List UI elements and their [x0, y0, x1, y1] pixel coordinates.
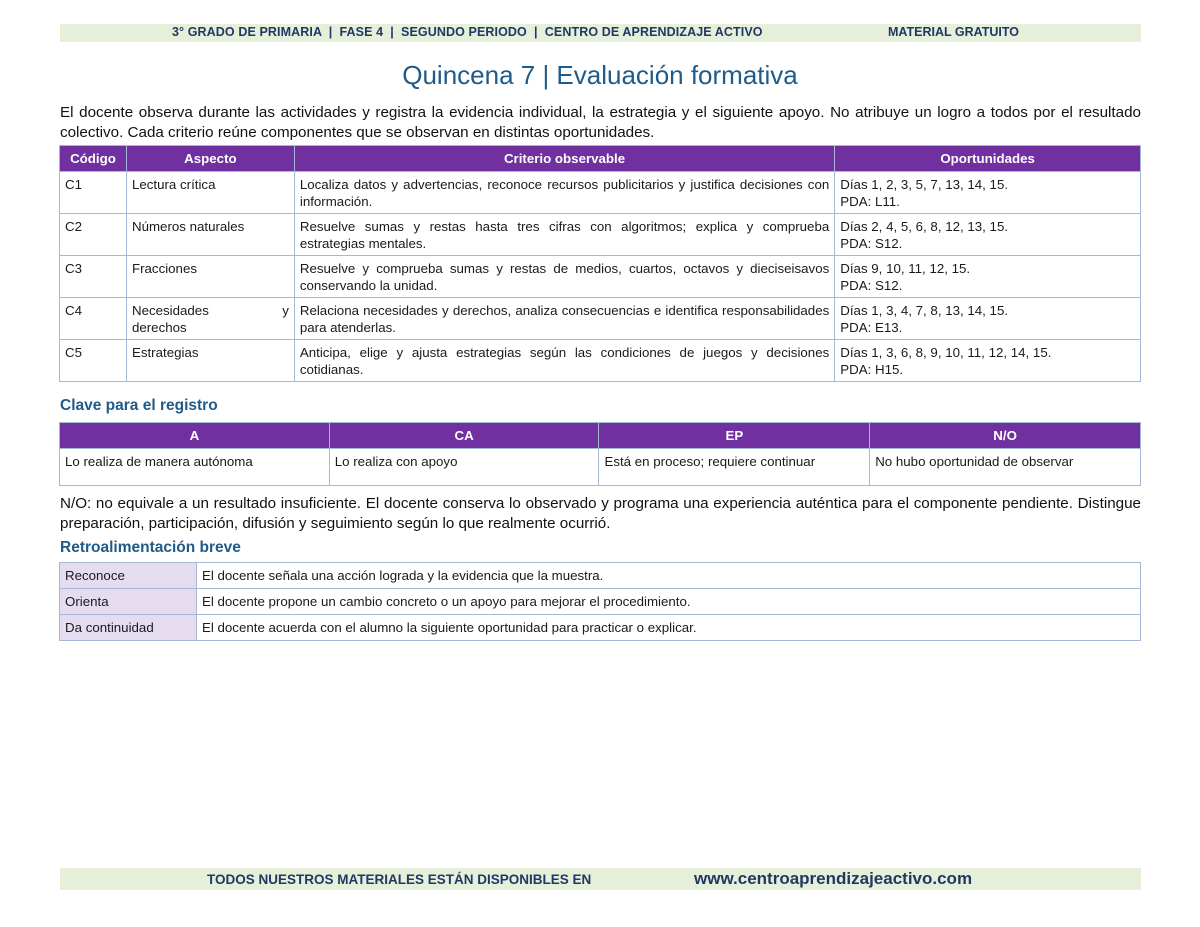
aspect-cell: Lectura crítica — [126, 172, 294, 214]
table-row — [60, 340, 1141, 382]
criteria-header-row — [60, 146, 1141, 172]
key-heading: Clave para el registro — [60, 397, 218, 414]
aspect-cell: Números naturales — [126, 214, 294, 256]
aspect-cell — [126, 298, 294, 340]
feedback-label: Da continuidad — [60, 615, 197, 641]
header-opportunities: Oportunidades — [835, 146, 1141, 172]
key-value-ca: Lo realiza con apoyo — [329, 449, 599, 486]
feedback-label: Orienta — [60, 589, 197, 615]
key-value-row — [60, 449, 1141, 486]
header-aspect: Aspecto — [126, 146, 294, 172]
free-material-label: MATERIAL GRATUITO — [888, 25, 1020, 39]
key-value-no: No hubo oportunidad de observar — [870, 449, 1141, 486]
aspect-word-1: Necesidades — [131, 303, 209, 318]
footer-band — [60, 868, 1141, 890]
header-text: 3° GRADO DE PRIMARIA | FASE 4 | SEGUNDO PERIODO | CENTRO DE APRENDIZAJE ACTIVO — [172, 25, 763, 39]
intro-paragraph: El docente observa durante las actividades y registra la evidencia individual, la estrategia y el siguiente apoyo. No atribuye un logro a todos por el resultado colectivo. Cada criterio reúne componentes que se observan en distintas oportunidades. — [60, 104, 1141, 141]
aspect-cell: Fracciones — [126, 256, 294, 298]
feedback-row — [60, 563, 1141, 589]
table-row — [60, 172, 1141, 214]
table-row — [60, 214, 1141, 256]
code-cell: C4 — [60, 298, 127, 340]
pda-text: PDA: S12. — [840, 277, 903, 293]
key-header-a: A — [60, 423, 330, 449]
days-text: Días 1, 3, 4, 7, 8, 13, 14, 15. — [840, 303, 1009, 318]
aspect-cell: Estrategias — [126, 340, 294, 382]
footer-label: TODOS NUESTROS MATERIALES ESTÁN DISPONIBLES EN — [207, 872, 592, 887]
pda-text: PDA: L11. — [840, 193, 900, 209]
code-cell: C5 — [60, 340, 127, 382]
criteria-table — [59, 145, 1141, 382]
opportunities-cell — [835, 214, 1141, 256]
code-cell: C1 — [60, 172, 127, 214]
header-code: Código — [60, 146, 127, 172]
feedback-text: El docente acuerda con el alumno la siguiente oportunidad para practicar o explicar. — [197, 615, 1141, 641]
feedback-text: El docente señala una acción lograda y la evidencia que la muestra. — [197, 563, 1141, 589]
feedback-label: Reconoce — [60, 563, 197, 589]
aspect-word-3: derechos — [131, 319, 187, 335]
key-header-ca: CA — [329, 423, 599, 449]
key-table — [59, 422, 1141, 486]
days-text: Días 2, 4, 5, 6, 8, 12, 13, 15. — [840, 219, 1009, 234]
key-value-ep: Está en proceso; requiere continuar — [599, 449, 870, 486]
feedback-table — [59, 562, 1141, 641]
criterion-cell: Localiza datos y advertencias, reconoce recursos publicitarios y justifica decisiones con información. — [294, 172, 834, 214]
criterion-cell: Relaciona necesidades y derechos, analiza consecuencias e identifica responsabilidades para atenderlas. — [294, 298, 834, 340]
page-title: Quincena 7 | Evaluación formativa — [402, 60, 798, 90]
criterion-cell: Anticipa, elige y ajusta estrategias según las condiciones de juegos y decisiones cotidianas. — [294, 340, 834, 382]
code-cell: C2 — [60, 214, 127, 256]
key-header-ep: EP — [599, 423, 870, 449]
table-row — [60, 298, 1141, 340]
criterion-cell: Resuelve y comprueba sumas y restas de medios, cuartos, octavos y dieciseisavos conservando la unidad. — [294, 256, 834, 298]
opportunities-cell — [835, 172, 1141, 214]
pda-text: PDA: S12. — [840, 235, 903, 251]
key-header-no: N/O — [870, 423, 1141, 449]
opportunities-cell — [835, 256, 1141, 298]
opportunities-cell — [835, 298, 1141, 340]
days-text: Días 1, 2, 3, 5, 7, 13, 14, 15. — [840, 177, 1009, 192]
days-text: Días 1, 3, 6, 8, 9, 10, 11, 12, 14, 15. — [840, 345, 1052, 360]
code-cell: C3 — [60, 256, 127, 298]
pda-text: PDA: H15. — [840, 361, 904, 377]
opportunities-cell — [835, 340, 1141, 382]
header-band — [60, 24, 1141, 42]
key-header-row — [60, 423, 1141, 449]
header-criterion: Criterio observable — [294, 146, 834, 172]
table-row — [60, 256, 1141, 298]
feedback-row — [60, 615, 1141, 641]
feedback-row — [60, 589, 1141, 615]
aspect-word-2: y — [282, 303, 289, 318]
criterion-cell: Resuelve sumas y restas hasta tres cifras con algoritmos; explica y comprueba estrategias mentales. — [294, 214, 834, 256]
days-text: Días 9, 10, 11, 12, 15. — [840, 261, 971, 276]
pda-text: PDA: E13. — [840, 319, 903, 335]
footer-url-link[interactable]: www.centroaprendizajeactivo.com — [694, 869, 973, 888]
feedback-text: El docente propone un cambio concreto o un apoyo para mejorar el procedimiento. — [197, 589, 1141, 615]
note-paragraph: N/O: no equivale a un resultado insuficiente. El docente conserva lo observado y programa una experiencia auténtica para el componente pendiente. Distingue preparación, participación, difusión y seguimiento según lo que realmente ocurrió. — [60, 495, 1141, 532]
feedback-heading: Retroalimentación breve — [60, 539, 241, 556]
key-value-a: Lo realiza de manera autónoma — [60, 449, 330, 486]
